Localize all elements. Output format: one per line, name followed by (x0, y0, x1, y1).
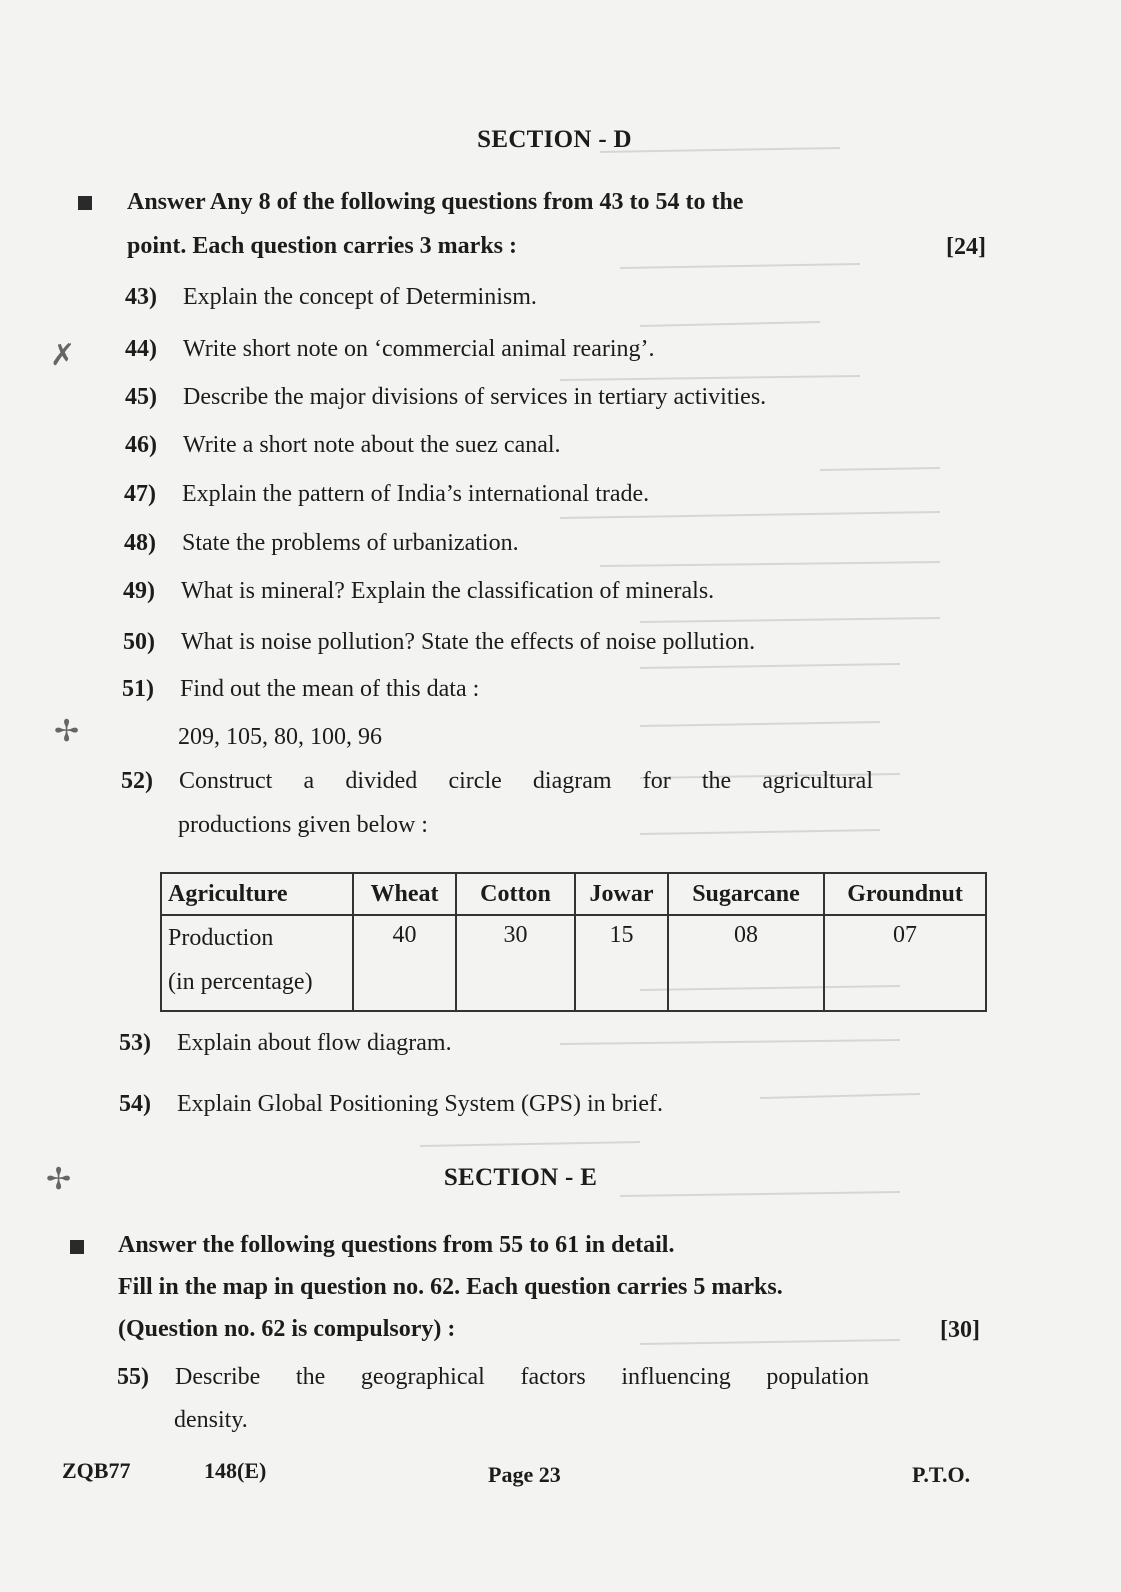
table-header-cell: Jowar (575, 873, 668, 915)
question-number: 54) (119, 1091, 151, 1117)
question-53 (119, 1030, 452, 1057)
question-number: 49) (123, 578, 155, 604)
instruction-line: point. Each question carries 3 marks : (127, 233, 517, 259)
question-number: 48) (124, 530, 156, 556)
agriculture-table (160, 872, 987, 1012)
table-row-label (161, 915, 353, 1011)
question-number: 53) (119, 1030, 151, 1056)
table-header-cell: Groundnut (824, 873, 986, 915)
question-text: What is mineral? Explain the classification of minerals. (181, 578, 715, 604)
question-number: 50) (123, 629, 155, 655)
question-48 (124, 530, 519, 557)
footer-code: ZQB77 (62, 1458, 131, 1483)
question-49 (123, 578, 714, 605)
pen-mark-icon: ✢ (54, 715, 80, 748)
question-number: 55) (117, 1364, 149, 1390)
table-header-row (161, 873, 986, 915)
question-50 (123, 629, 755, 656)
bullet-square-icon (78, 196, 92, 210)
section-d-heading: SECTION - D (477, 126, 632, 153)
question-text: What is noise pollution? State the effects of noise pollution. (181, 629, 756, 655)
question-number: 43) (125, 284, 157, 310)
section-e-heading: SECTION - E (443, 1164, 598, 1191)
question-text: Describe the major divisions of services in tertiary activities. (183, 384, 767, 410)
question-text: Write a short note about the suez canal. (183, 432, 561, 458)
question-number: 47) (124, 481, 156, 507)
table-cell: 15 (575, 915, 668, 1011)
section-d-marks: [24] (946, 234, 986, 260)
question-text: Explain Global Positioning System (GPS) in brief. (177, 1091, 663, 1117)
question-number: 52) (121, 768, 153, 794)
table-cell: 07 (824, 915, 986, 1011)
footer-pto: P.T.O. (912, 1462, 971, 1487)
footer-page-number: Page 23 (488, 1462, 561, 1487)
question-51-data: 209, 105, 80, 100, 96 (178, 724, 382, 750)
question-text: Explain the pattern of India’s international trade. (182, 481, 650, 507)
question-52-continuation: productions given below : (178, 812, 428, 838)
question-number: 51) (122, 676, 154, 702)
question-55 (117, 1364, 869, 1391)
instruction-line: Answer the following questions from 55 to 61 in detail. (118, 1232, 675, 1258)
pen-mark-icon: ✢ (46, 1163, 72, 1196)
table-cell: 08 (668, 915, 824, 1011)
question-45 (125, 384, 766, 411)
instruction-line: Answer Any 8 of the following questions from 43 to 54 to the (127, 189, 744, 215)
question-text: Find out the mean of this data : (180, 676, 480, 702)
question-text: Explain about flow diagram. (177, 1030, 452, 1056)
question-number: 45) (125, 384, 157, 410)
table-cell: 40 (353, 915, 456, 1011)
question-43 (125, 284, 537, 311)
question-text: State the problems of urbanization. (182, 530, 519, 556)
question-text: Write short note on ‘commercial animal rearing’. (183, 336, 655, 362)
question-number: 44) (125, 336, 157, 362)
table-header-cell: Cotton (456, 873, 575, 915)
table-header-cell: Wheat (353, 873, 456, 915)
question-text: Construct a divided circle diagram for the agricultural (179, 768, 873, 794)
footer-paper: 148(E) (204, 1458, 267, 1483)
question-55-continuation: density. (174, 1407, 248, 1433)
question-47 (124, 481, 649, 508)
question-44 (125, 336, 655, 363)
table-cell: 30 (456, 915, 575, 1011)
question-46 (125, 432, 561, 459)
question-text: Explain the concept of Determinism. (183, 284, 537, 310)
question-number: 46) (125, 432, 157, 458)
table-header-cell: Agriculture (161, 873, 353, 915)
pen-mark-icon: ✗ (50, 339, 76, 372)
table-header-cell: Sugarcane (668, 873, 824, 915)
row-label-line: (in percentage) (168, 969, 313, 995)
instruction-line: (Question no. 62 is compulsory) : (118, 1316, 456, 1342)
question-52 (121, 768, 873, 795)
question-text: Describe the geographical factors influencing population (175, 1364, 869, 1390)
section-e-instruction (118, 1224, 783, 1350)
question-54 (119, 1091, 663, 1118)
bullet-square-icon (70, 1240, 84, 1254)
table-row (161, 915, 986, 1011)
section-e-marks: [30] (940, 1317, 980, 1343)
instruction-line: Fill in the map in question no. 62. Each question carries 5 marks. (118, 1274, 783, 1300)
question-51 (122, 676, 479, 703)
section-d-instruction (127, 180, 743, 268)
row-label-line: Production (168, 925, 274, 951)
